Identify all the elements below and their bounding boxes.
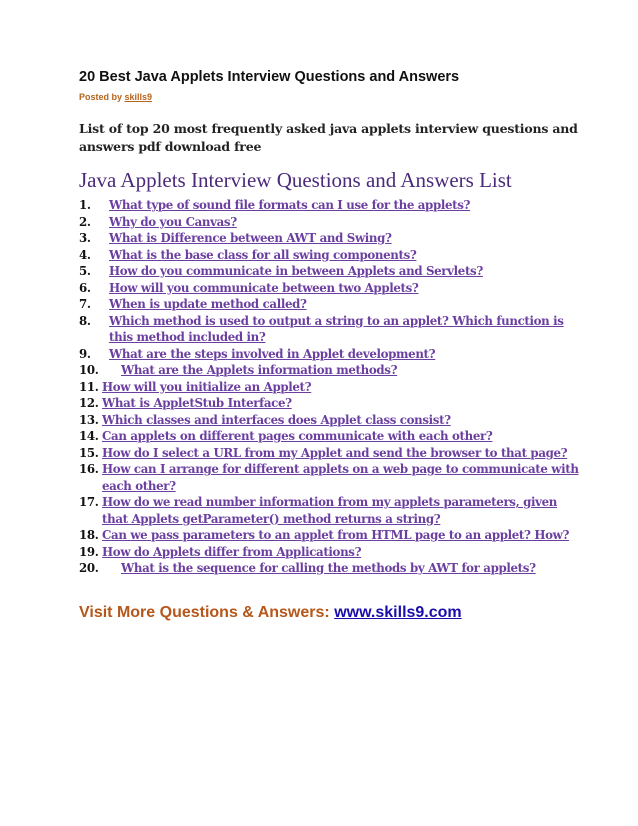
posted-by-label: Posted by (79, 92, 125, 102)
item-number: 8. (79, 313, 91, 328)
list-heading: Java Applets Interview Questions and Answers List (79, 168, 512, 192)
question-link[interactable]: How do I select a URL from my Applet and send the browser to that page? (102, 445, 568, 460)
visit-more-line (79, 603, 579, 623)
list-item (79, 230, 579, 247)
question-link[interactable]: What is the base class for all swing components? (109, 247, 417, 262)
item-number: 4. (79, 247, 91, 262)
question-link[interactable]: What is Difference between AWT and Swing? (109, 231, 392, 245)
question-link[interactable]: Can we pass parameters to an applet from HTML page to an applet? How? (102, 528, 570, 542)
list-item: 17. How do we read number information from my applets parameters, given that Applets getParameter() method returns a string? (79, 494, 579, 527)
list-item: 16. How can I arrange for different applets on a web page to communicate with each other? (79, 462, 579, 493)
list-item: 15. How do I select a URL from my Applet and send the browser to that page? (79, 445, 579, 462)
website-link[interactable]: www.skills9.com (334, 603, 462, 621)
list-item: 20. What is the sequence for calling the methods by AWT for applets? (79, 560, 579, 577)
list-item (79, 280, 579, 297)
list-item: 19. How do Applets differ from Applications? (79, 544, 579, 561)
question-link[interactable]: What are the steps involved in Applet development? (109, 346, 436, 361)
list-item (79, 214, 579, 231)
question-link[interactable]: What type of sound file formats can I use for the applets? (109, 198, 471, 212)
intro-text: List of top 20 most frequently asked java applets interview questions and answers pdf download free (79, 121, 578, 154)
item-number: 7. (79, 297, 91, 311)
question-link[interactable]: How do you communicate in between Applets and Servlets? (109, 264, 483, 278)
document-title: 20 Best Java Applets Interview Questions and Answers (79, 69, 460, 85)
list-item (79, 247, 579, 264)
item-number: 5. (79, 264, 91, 278)
item-number: 1. (79, 198, 91, 212)
question-link[interactable]: What is the sequence for calling the methods by AWT for applets? (121, 561, 536, 575)
list-item: 18. Can we pass parameters to an applet from HTML page to an applet? How? (79, 527, 579, 544)
question-link[interactable]: Which classes and interfaces does Applet class consist? (102, 412, 451, 427)
list-item (79, 296, 579, 313)
list-item: 12. What is AppletStub Interface? (79, 395, 579, 412)
list-item: 11. How will you initialize an Applet? (79, 379, 579, 396)
item-number: 6. (79, 280, 91, 295)
question-link[interactable]: How will you initialize an Applet? (102, 379, 312, 394)
item-number: 9. (79, 346, 91, 361)
list-item (79, 313, 579, 346)
question-link[interactable]: How do Applets differ from Applications? (102, 544, 362, 559)
visit-label: Visit More Questions & Answers: (79, 603, 330, 621)
question-link[interactable]: What are the Applets information methods? (121, 363, 398, 377)
list-item: 13. Which classes and interfaces does Applet class consist? (79, 412, 579, 429)
question-link[interactable]: Why do you Canvas? (109, 214, 237, 229)
question-link[interactable]: How do we read number information from my applets parameters, given that Applets getParameter() method returns a string? (102, 495, 558, 526)
question-link[interactable]: When is update method called? (109, 297, 307, 311)
list-item: 14. Can applets on different pages communicate with each other? (79, 428, 579, 445)
posted-by-line (79, 92, 579, 103)
question-list (79, 197, 579, 577)
item-number: 3. (79, 231, 91, 245)
document-page (79, 68, 579, 623)
list-item: 10. What are the Applets information methods? (79, 362, 579, 379)
list-item (79, 263, 579, 280)
question-link[interactable]: What is AppletStub Interface? (102, 396, 292, 410)
author-link[interactable]: skills9 (124, 92, 153, 102)
question-link[interactable]: How will you communicate between two Applets? (109, 280, 419, 295)
item-number: 2. (79, 214, 91, 229)
list-item (79, 197, 579, 214)
question-link[interactable]: How can I arrange for different applets on a web page to communicate with each other? (102, 462, 579, 493)
question-link[interactable]: Which method is used to output a string to an applet? Which function is this method included in? (109, 313, 564, 344)
list-item (79, 346, 579, 363)
question-link[interactable]: Can applets on different pages communicate with each other? (102, 429, 493, 443)
